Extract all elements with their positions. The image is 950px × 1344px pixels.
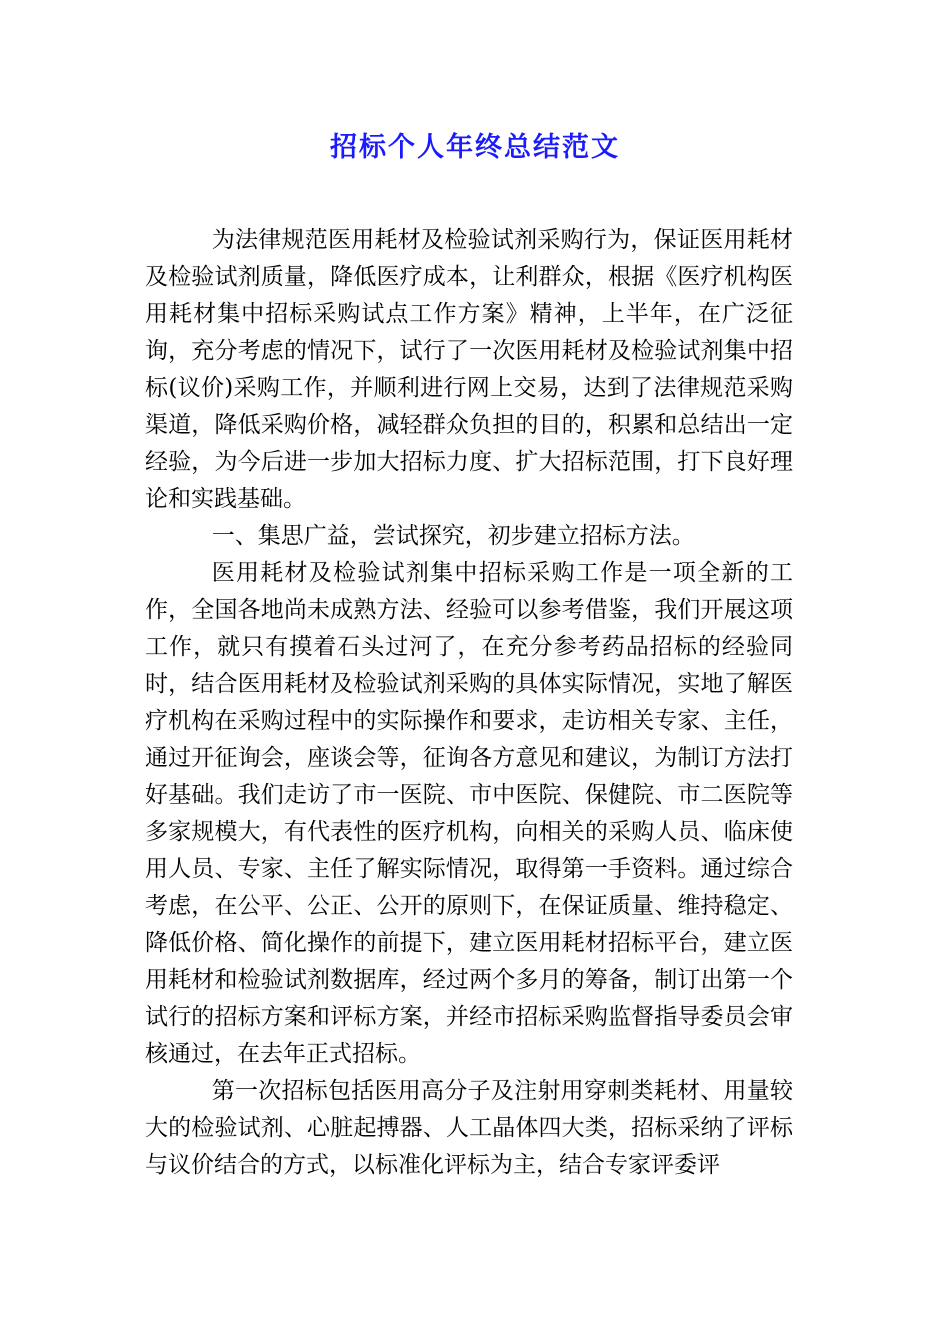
paragraph-intro: 为法律规范医用耗材及检验试剂采购行为，保证医用耗材及检验试剂质量，降低医疗成本，让利群众，根据《医疗机构医用耗材集中招标采购试点工作方案》精神，上半年，在广泛征询，充分考虑的情况下，试行了一次医用耗材及检验试剂集中招标(议价)采购工作，并顺利进行网上交易，达到了法律规范采购渠道，降低采购价格，减轻群众负担的目的，积累和总结出一定经验，为今后进一步加大招标力度、扩大招标范围，打下良好理论和实践基础。 bbox=[145, 227, 793, 512]
document-body bbox=[145, 222, 793, 1184]
section-heading-1: 一、集思广益，尝试探究，初步建立招标方法。 bbox=[211, 523, 695, 549]
paragraph-first-tender: 第一次招标包括医用高分子及注射用穿刺类耗材、用量较大的检验试剂、心脏起搏器、人工晶体四大类，招标采纳了评标与议价结合的方式，以标准化评标为主，结合专家评委评 bbox=[145, 1078, 793, 1178]
paragraph-section-1: 医用耗材及检验试剂集中招标采购工作是一项全新的工作，全国各地尚未成熟方法、经验可以参考借鉴，我们开展这项工作，就只有摸着石头过河了，在充分参考药品招标的经验同时，结合医用耗材及检验试剂采购的具体实际情况，实地了解医疗机构在采购过程中的实际操作和要求，走访相关专家、主任，通过开征询会，座谈会等，征询各方意见和建议，为制订方法打好基础。我们走访了市一医院、市中医院、保健院、市二医院等多家规模大，有代表性的医疗机构，向相关的采购人员、临床使用人员、专家、主任了解实际情况，取得第一手资料。通过综合考虑，在公平、公正、公开的原则下，在保证质量、维持稳定、降低价格、简化操作的前提下，建立医用耗材招标平台，建立医用耗材和检验试剂数据库，经过两个多月的筹备，制订出第一个试行的招标方案和评标方案，并经市招标采购监督指导委员会审核通过，在去年正式招标。 bbox=[145, 560, 793, 1067]
document-title: 招标个人年终总结范文 bbox=[330, 132, 620, 163]
